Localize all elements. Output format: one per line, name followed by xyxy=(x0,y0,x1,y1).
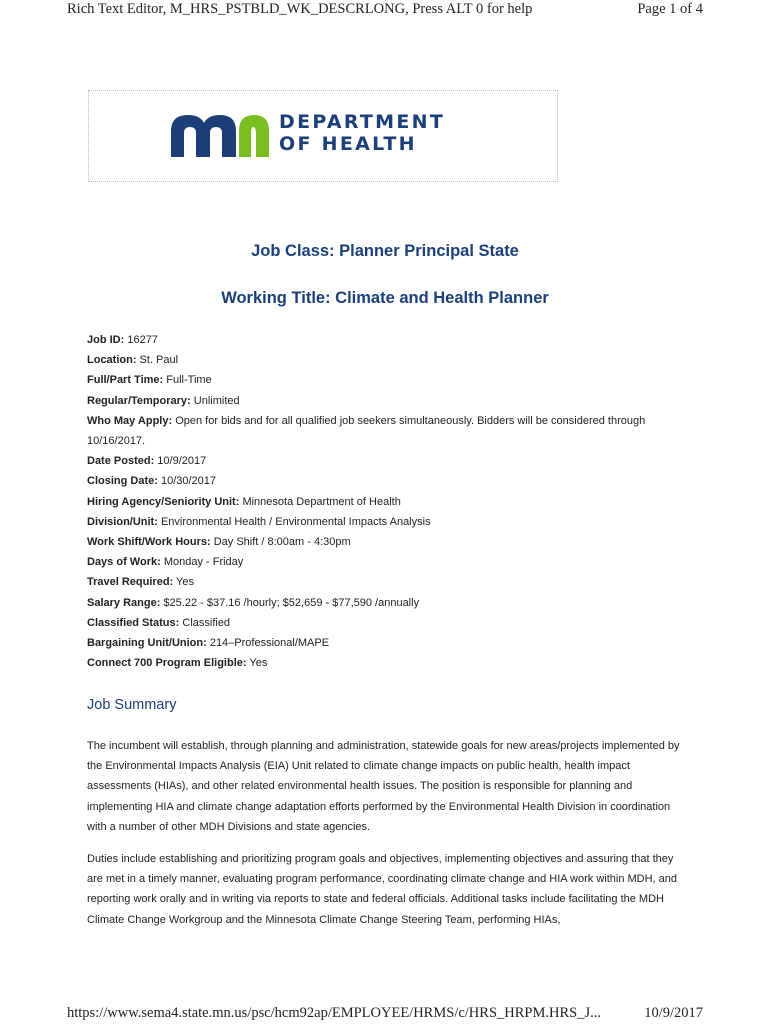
field-work-shift xyxy=(87,532,687,552)
page-header xyxy=(67,0,703,22)
footer-date: 10/9/2017 xyxy=(644,1005,703,1021)
mn-logo-icon xyxy=(171,113,269,157)
job-summary-paragraph: The incumbent will establish, through planning and administration, statewide goals for new areas/projects implemented by the Environmental Impacts Analysis (EIA) Unit related to climate change impacts on public health, health impact assessments (HIAs), and other related environmental health issues. The position is responsible for planning and implementing HIA and climate change adaptation efforts performed by the Environmental Health Division in coordination with a number of other MDH Divisions and state agencies. xyxy=(87,740,680,833)
page-indicator: Page 1 of 4 xyxy=(637,1,703,17)
field-label: Salary Range: xyxy=(87,596,161,609)
field-days-of-work xyxy=(87,552,687,572)
field-value: Classified xyxy=(179,616,231,629)
page-footer xyxy=(67,1005,703,1024)
field-value: Unlimited xyxy=(190,394,240,407)
field-value: Minnesota Department of Health xyxy=(239,495,401,508)
field-connect-700 xyxy=(87,653,687,673)
field-regular-temporary xyxy=(87,391,687,411)
field-division-unit xyxy=(87,512,687,532)
field-closing-date xyxy=(87,471,687,491)
field-label: Regular/Temporary: xyxy=(87,394,191,407)
field-label: Work Shift/Work Hours: xyxy=(87,536,211,549)
field-travel-required xyxy=(87,572,687,592)
working-title-heading: Working Title: Climate and Health Planner xyxy=(221,289,549,307)
field-bargaining-unit xyxy=(87,633,687,653)
job-class-heading: Job Class: Planner Principal State xyxy=(251,242,519,260)
field-label: Closing Date: xyxy=(87,475,158,488)
logo-wordmark xyxy=(279,111,445,155)
field-salary-range xyxy=(87,593,687,613)
field-location xyxy=(87,350,687,370)
field-value: Full-Time xyxy=(163,374,212,387)
field-value: 214–Professional/MAPE xyxy=(206,637,330,650)
field-label: Hiring Agency/Seniority Unit: xyxy=(87,495,240,508)
field-hiring-agency xyxy=(87,492,687,512)
field-full-part-time xyxy=(87,370,687,390)
field-value: $25.22 - $37.16 /hourly; $52,659 - $77,590 /annually xyxy=(160,596,420,609)
logo-box xyxy=(88,90,558,182)
logo-line2: OF HEALTH xyxy=(279,133,417,155)
job-details-list xyxy=(87,330,687,673)
job-duties-paragraph: Duties include establishing and prioritizing program goals and objectives, implementing objectives and assuring that they are met in a timely manner, evaluating program performance, coordinating climate change and HIA work within MDH, and reporting work orally and in writing via reports to state and federal officials. Additional tasks include facilitating the MDH Climate Change Workgroup and the Minnesota Climate Change Steering Team, performing HIAs, xyxy=(87,853,678,926)
field-value: Open for bids and for all qualified job seekers simultaneously. Bidders will be considered through 10/16/2017. xyxy=(87,414,646,448)
field-value: 10/9/2017 xyxy=(154,455,207,468)
field-who-may-apply xyxy=(87,411,687,451)
field-label: Travel Required: xyxy=(87,576,174,589)
field-value: Yes xyxy=(246,657,268,670)
field-job-id xyxy=(87,330,687,350)
field-label: Connect 700 Program Eligible: xyxy=(87,657,247,670)
field-label: Who May Apply: xyxy=(87,414,173,427)
job-summary-heading: Job Summary xyxy=(87,697,177,713)
field-label: Full/Part Time: xyxy=(87,374,164,387)
field-value: Yes xyxy=(173,576,195,589)
field-value: St. Paul xyxy=(136,354,179,367)
field-value: 10/30/2017 xyxy=(157,475,217,488)
field-label: Division/Unit: xyxy=(87,515,158,528)
field-label: Bargaining Unit/Union: xyxy=(87,637,207,650)
field-label: Location: xyxy=(87,354,137,367)
logo-line1: DEPARTMENT xyxy=(279,111,446,133)
field-date-posted xyxy=(87,451,687,471)
field-label: Job ID: xyxy=(87,334,125,346)
field-classified-status xyxy=(87,613,687,633)
field-label: Classified Status: xyxy=(87,616,180,629)
field-value: Day Shift / 8:00am - 4:30pm xyxy=(210,536,351,549)
field-label: Date Posted: xyxy=(87,455,155,468)
field-value: Environmental Health / Environmental Impacts Analysis xyxy=(157,515,431,528)
field-value: 16277 xyxy=(124,334,158,346)
field-label: Days of Work: xyxy=(87,556,161,569)
field-value: Monday - Friday xyxy=(160,556,244,569)
footer-url: https://www.sema4.state.mn.us/psc/hcm92ap/EMPLOYEE/HRMS/c/HRS_HRPM.HRS_J... xyxy=(67,1005,601,1021)
editor-title: Rich Text Editor, M_HRS_PSTBLD_WK_DESCRLONG, Press ALT 0 for help xyxy=(67,1,533,17)
